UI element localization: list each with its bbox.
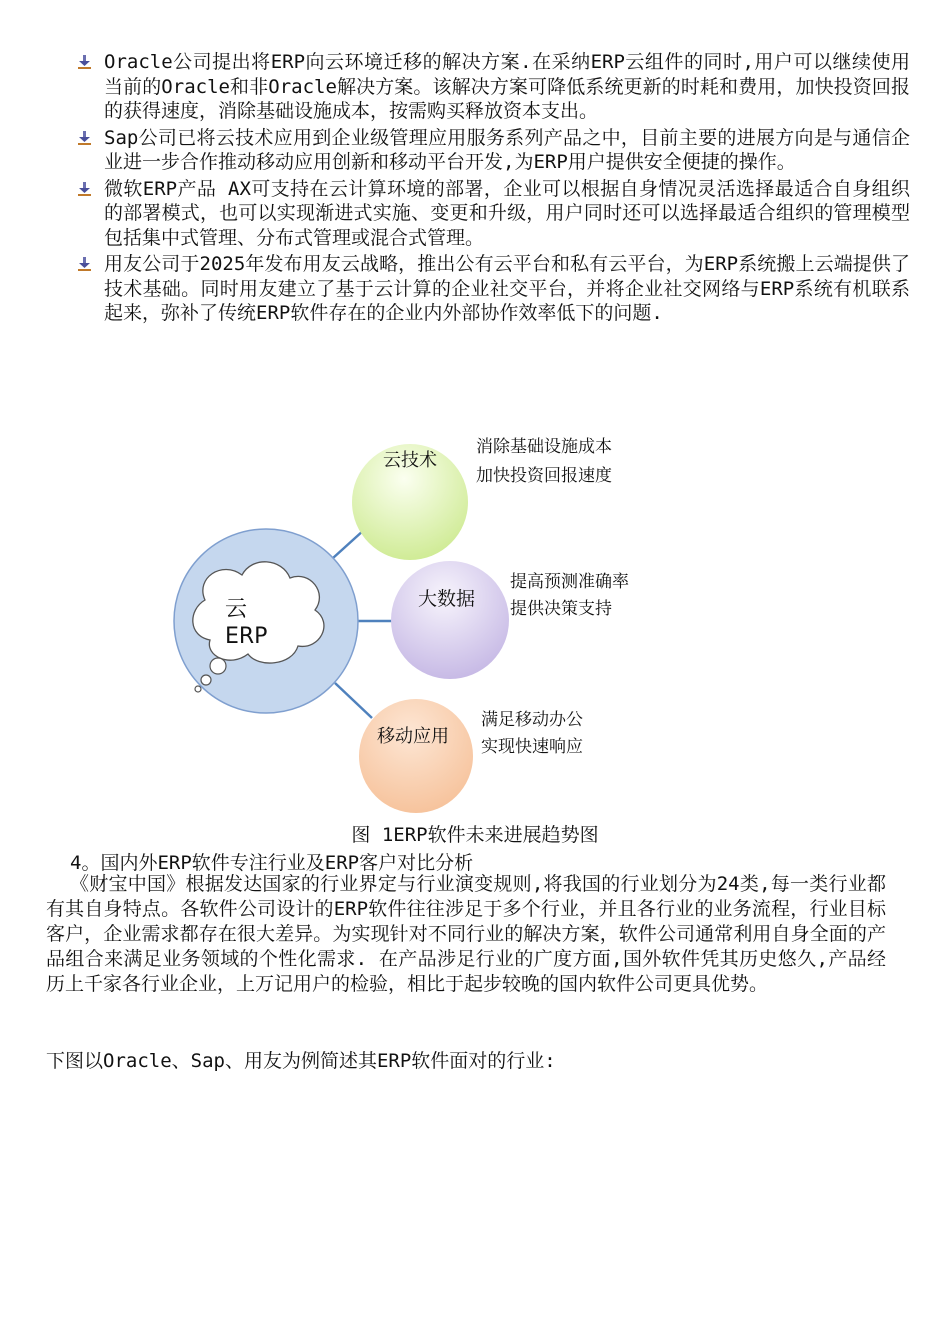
diagram-graphic [0, 428, 950, 828]
body-paragraph-intro: 下图以Oracle、Sap、用友为例简述其ERP软件面对的行业: [46, 1050, 556, 1072]
node-label-big-data: 大数据 [418, 588, 476, 610]
connector-line [335, 683, 372, 718]
center-label-cloud: 云 [225, 597, 248, 622]
node-note: 提高预测准确率 [510, 572, 629, 592]
figure-caption: 图 1ERP软件未来进展趋势图 [351, 824, 599, 846]
bullet-arrow-icon [76, 54, 92, 70]
thought-bubble [210, 658, 226, 674]
bullet-list [70, 50, 910, 328]
bullet-text: Sap公司已将云技术应用到企业级管理应用服务系列产品之中，目前主要的进展方向是与通信企业进一步合作推动移动应用创新和移动平台开发,为ERP用户提供安全便捷的操作。 [104, 126, 910, 173]
node-label-mobile: 移动应用 [377, 726, 449, 747]
node-note: 满足移动办公 [481, 710, 583, 730]
big-data-circle [391, 561, 509, 679]
bullet-item-microsoft [70, 177, 910, 251]
bullet-text: 用友公司于2025年发布用友云战略，推出公有云平台和私有云平台，为ERP系统搬上云端提供了技术基础。同时用友建立了基于云计算的企业社交平台，并将企业社交网络与ERP系统有机联系起来，弥补了传统ERP软件存在的企业内外部协作效率低下的问题. [104, 253, 910, 324]
thought-bubble [201, 675, 211, 685]
node-note: 加快投资回报速度 [476, 466, 612, 486]
bullet-item-yonyou [70, 252, 910, 326]
bullet-arrow-icon [76, 130, 92, 146]
bullet-text: Oracle公司提出将ERP向云环境迁移的解决方案.在采纳ERP云组件的同时,用户可以继续使用当前的Oracle和非Oracle解决方案。该解决方案可降低系统更新的时耗和费用，加快投资回报的获得速度，消除基础设施成本，按需购买释放资本支出。 [104, 51, 910, 122]
node-note: 提供决策支持 [510, 599, 612, 619]
node-note: 消除基础设施成本 [476, 437, 612, 457]
bullet-arrow-icon [76, 256, 92, 272]
node-label-cloud-tech: 云技术 [383, 450, 437, 471]
bullet-item-sap [70, 126, 910, 175]
mobile-app-circle [359, 699, 473, 813]
bullet-item-oracle [70, 50, 910, 124]
erp-trend-diagram [0, 428, 950, 828]
node-note: 实现快速响应 [481, 737, 583, 757]
section-title: 4。国内外ERP软件专注行业及ERP客户对比分析 [70, 852, 474, 874]
bullet-text: 微软ERP产品 AX可支持在云计算环境的部署，企业可以根据自身情况灵活选择最适合自身组织的部署模式，也可以实现渐进式实施、变更和升级，用户同时还可以选择最适合组织的管理模型包括集中式管理、分布式管理或混合式管理。 [104, 177, 910, 249]
body-paragraph: 《财宝中国》根据发达国家的行业界定与行业演变规则,将我国的行业划分为24类,每一类行业都有其自身特点。各软件公司设计的ERP软件往往涉足于多个行业，并且各行业的业务流程，行业目标客户，企业需求都存在很大差异。为实现针对不同行业的解决方案，软件公司通常利用自身全面的产品组合来满足业务领域的个性化需求. 在产品涉足行业的广度方面,国外软件凭其历史悠久,产品经历上千家各行业企业，上万记用户的检验，相比于起步较晚的国内软件公司更具优势。 [46, 873, 886, 995]
thought-bubble [195, 686, 201, 692]
bullet-arrow-icon [76, 181, 92, 197]
center-label-erp: ERP [225, 624, 268, 649]
